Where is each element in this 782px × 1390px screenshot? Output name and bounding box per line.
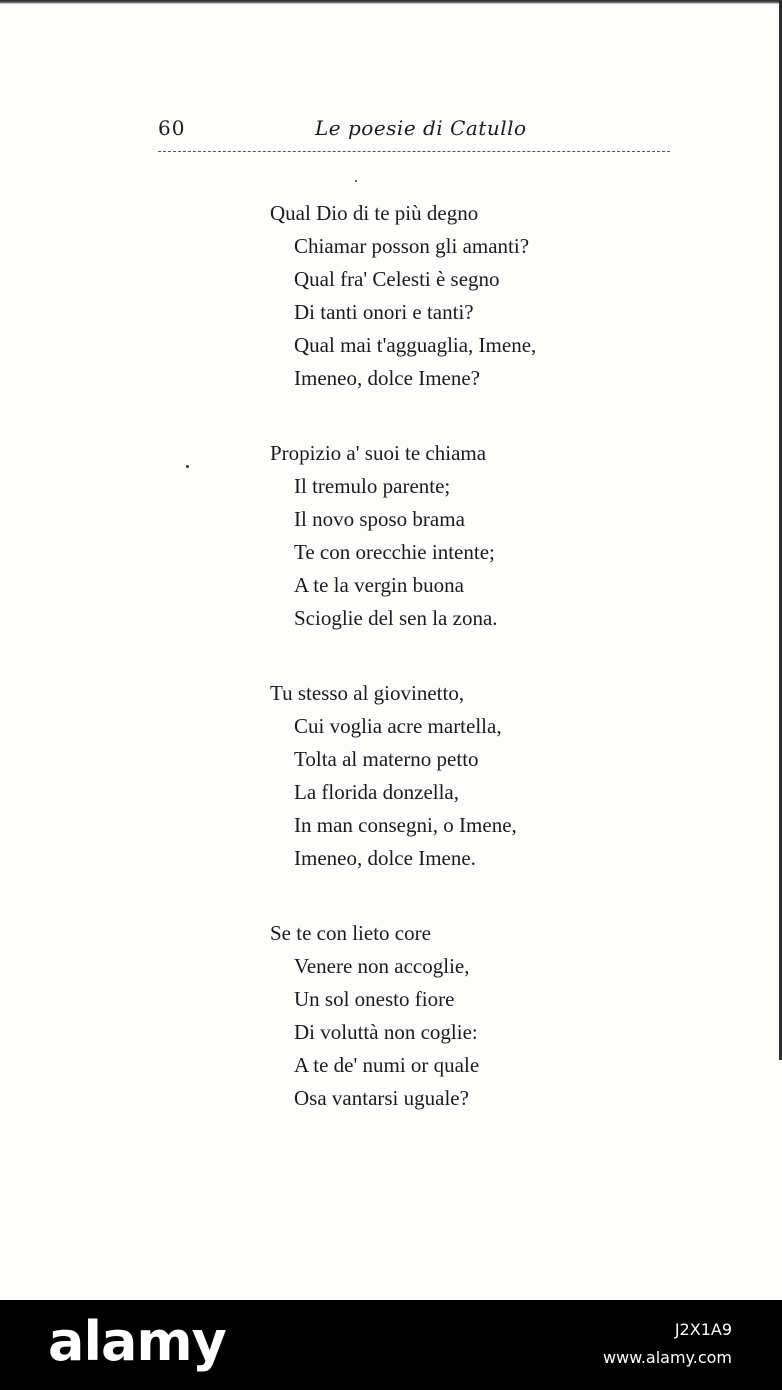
verse-line: Imeneo, dolce Imene? [294, 366, 480, 390]
running-title: Le poesie di Catullo [315, 116, 527, 140]
stanza-2 [270, 437, 670, 635]
verse-line: In man consegni, o Imene, [294, 813, 517, 837]
verse-line: Di tanti onori e tanti? [294, 300, 474, 324]
verse-line: A te de' numi or quale [294, 1053, 480, 1077]
image-id: J2X1A9 [674, 1320, 732, 1339]
site-url: www.alamy.com [603, 1348, 732, 1367]
stanza-4 [270, 917, 670, 1115]
verse-line: Qual Dio di te più degno [270, 201, 479, 225]
ink-speck [186, 465, 189, 468]
ink-speck [355, 180, 357, 182]
verse-line: Venere non accoglie, [294, 954, 470, 978]
alamy-logo: alamy [48, 1310, 226, 1373]
verse-line: Il novo sposo brama [294, 507, 465, 531]
page-top-edge [0, 0, 782, 4]
stanza-3 [270, 677, 670, 875]
header-rule [158, 151, 670, 152]
verse-line: Di voluttà non coglie: [294, 1020, 478, 1044]
verse-line: Qual mai t'agguaglia, Imene, [294, 333, 537, 357]
verse-line: Qual fra' Celesti è segno [294, 267, 500, 291]
verse-line: Tu stesso al giovinetto, [270, 681, 465, 705]
verse-line: La florida donzella, [294, 780, 460, 804]
page-number: 60 [158, 116, 186, 140]
verse-line: Cui voglia acre martella, [294, 714, 502, 738]
verse-line: Il tremulo parente; [294, 474, 451, 498]
verse-line: Se te con lieto core [270, 921, 431, 945]
poem-text [270, 197, 670, 1157]
stanza-1 [270, 197, 670, 395]
verse-line: Propizio a' suoi te chiama [270, 441, 487, 465]
verse-line: Osa vantarsi uguale? [294, 1086, 469, 1110]
verse-line: Tolta al materno petto [294, 747, 479, 771]
verse-line: Scioglie del sen la zona. [294, 606, 498, 630]
verse-line: A te la vergin buona [294, 573, 464, 597]
verse-line: Un sol onesto fiore [294, 987, 455, 1011]
verse-line: Chiamar posson gli amanti? [294, 234, 530, 258]
verse-line: Imeneo, dolce Imene. [294, 846, 476, 870]
running-head [158, 116, 670, 146]
verse-line: Te con orecchie intente; [294, 540, 495, 564]
